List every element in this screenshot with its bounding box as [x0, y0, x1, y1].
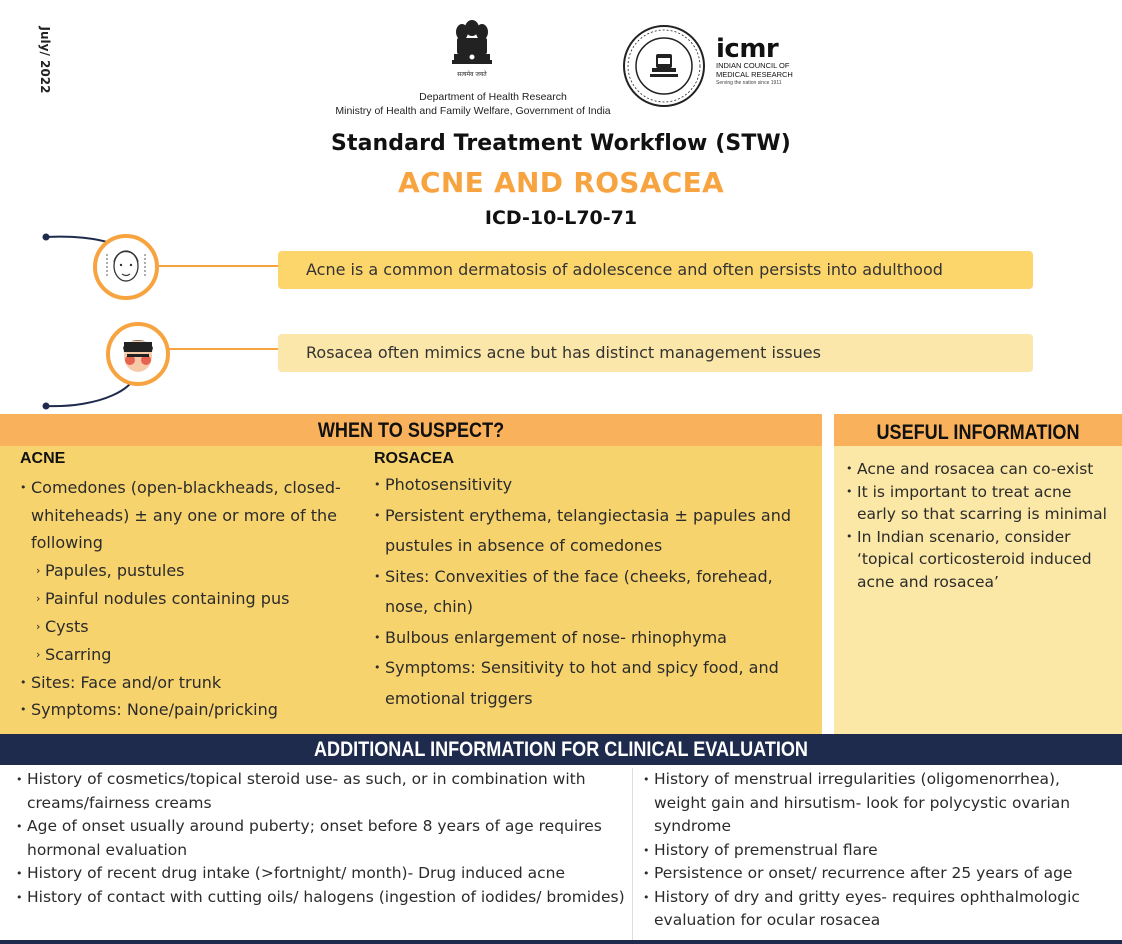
list-item: • Photosensitivity: [374, 470, 814, 501]
list-subitem: › Painful nodules containing pus: [20, 585, 360, 613]
list-item: • History of cosmetics/topical steroid use- as such, or in combination with creams/fairness creams: [16, 768, 626, 815]
icmr-tagline: Serving the nation since 1911: [716, 80, 782, 86]
list-item: • Age of onset usually around puberty; onset before 8 years of age requires hormonal evaluation: [16, 815, 626, 862]
list-item: • Symptoms: None/pain/pricking: [20, 696, 360, 724]
department-line1: Department of Health Research: [419, 91, 567, 103]
icmr-logo: [716, 36, 806, 96]
list-subitem: › Scarring: [20, 641, 360, 669]
icmr-name-line2: MEDICAL RESEARCH: [716, 69, 793, 79]
national-emblem-logo: [448, 16, 496, 84]
date-text: July/ 2022: [38, 26, 52, 94]
list-item: • History of dry and gritty eyes- requires ophthalmologic evaluation for ocular rosacea: [643, 886, 1113, 933]
rosacea-column: [374, 450, 814, 714]
acne-column: [20, 450, 360, 724]
list-item: • History of menstrual irregularities (oligomenorrhea), weight gain and hirsutism- look for polycystic ovarian syndrome: [643, 768, 1113, 839]
date-label: [37, 22, 53, 98]
list-subitem: › Cysts: [20, 613, 360, 641]
additional-right-column: [643, 768, 1113, 933]
additional-information-header-bar: [0, 734, 1122, 765]
list-item: • In Indian scenario, consider ‘topical corticosteroid induced acne and rosacea’: [846, 526, 1108, 594]
rosacea-heading: ROSACEA: [374, 450, 455, 467]
list-item: • History of recent drug intake (>fortnight/ month)- Drug induced acne: [16, 862, 626, 886]
list-item: • Bulbous enlargement of nose- rhinophyma: [374, 623, 814, 654]
icd-code: ICD-10-L70-71: [484, 207, 638, 229]
list-item: • Persistent erythema, telangiectasia ± papules and pustules in absence of comedones: [374, 501, 814, 562]
useful-information-list: [846, 458, 1108, 593]
icmr-seal-logo: [622, 24, 706, 108]
useful-information-heading: USEFUL INFORMATION: [876, 421, 1080, 444]
column-divider: [632, 768, 633, 944]
when-to-suspect-heading: WHEN TO SUSPECT?: [317, 419, 505, 442]
useful-information-header-bar: [834, 414, 1122, 446]
list-subitem: › Papules, pustules: [20, 557, 360, 585]
list-item: • Sites: Face and/or trunk: [20, 669, 360, 697]
department-info: [290, 90, 656, 118]
additional-information-heading: ADDITIONAL INFORMATION FOR CLINICAL EVALUATION: [314, 738, 808, 761]
icmr-name-line1: INDIAN COUNCIL OF: [716, 61, 790, 70]
face-outline-icon: [93, 234, 159, 300]
intro-rosacea-banner: Rosacea often mimics acne but has distinct management issues: [278, 334, 1033, 372]
acne-heading: ACNE: [20, 450, 66, 467]
page-subtitle: ACNE AND ROSACEA: [398, 166, 724, 199]
bottom-bar: [0, 940, 1122, 944]
page-title: Standard Treatment Workflow (STW): [331, 131, 791, 156]
list-item: • Persistence or onset/ recurrence after 25 years of age: [643, 862, 1113, 886]
list-item: • It is important to treat acne early so that scarring is minimal: [846, 481, 1108, 526]
list-item: • Symptoms: Sensitivity to hot and spicy food, and emotional triggers: [374, 653, 814, 714]
list-item: • History of contact with cutting oils/ halogens (ingestion of iodides/ bromides): [16, 886, 626, 910]
department-line2: Ministry of Health and Family Welfare, Government of India: [335, 105, 611, 117]
icmr-wordmark: icmr: [716, 34, 779, 64]
rosacea-face-icon: [106, 322, 170, 386]
intro-acne-banner: Acne is a common dermatosis of adolescence and often persists into adulthood: [278, 251, 1033, 289]
emblem-motto: सत्यमेव जयते: [457, 71, 487, 78]
list-item: • History of premenstrual flare: [643, 839, 1113, 863]
list-item: • Comedones (open-blackheads, closed-whiteheads) ± any one or more of the following: [20, 474, 360, 557]
list-item: • Sites: Convexities of the face (cheeks, forehead, nose, chin): [374, 562, 814, 623]
additional-left-column: [16, 768, 626, 909]
list-item: • Acne and rosacea can co-exist: [846, 458, 1108, 481]
